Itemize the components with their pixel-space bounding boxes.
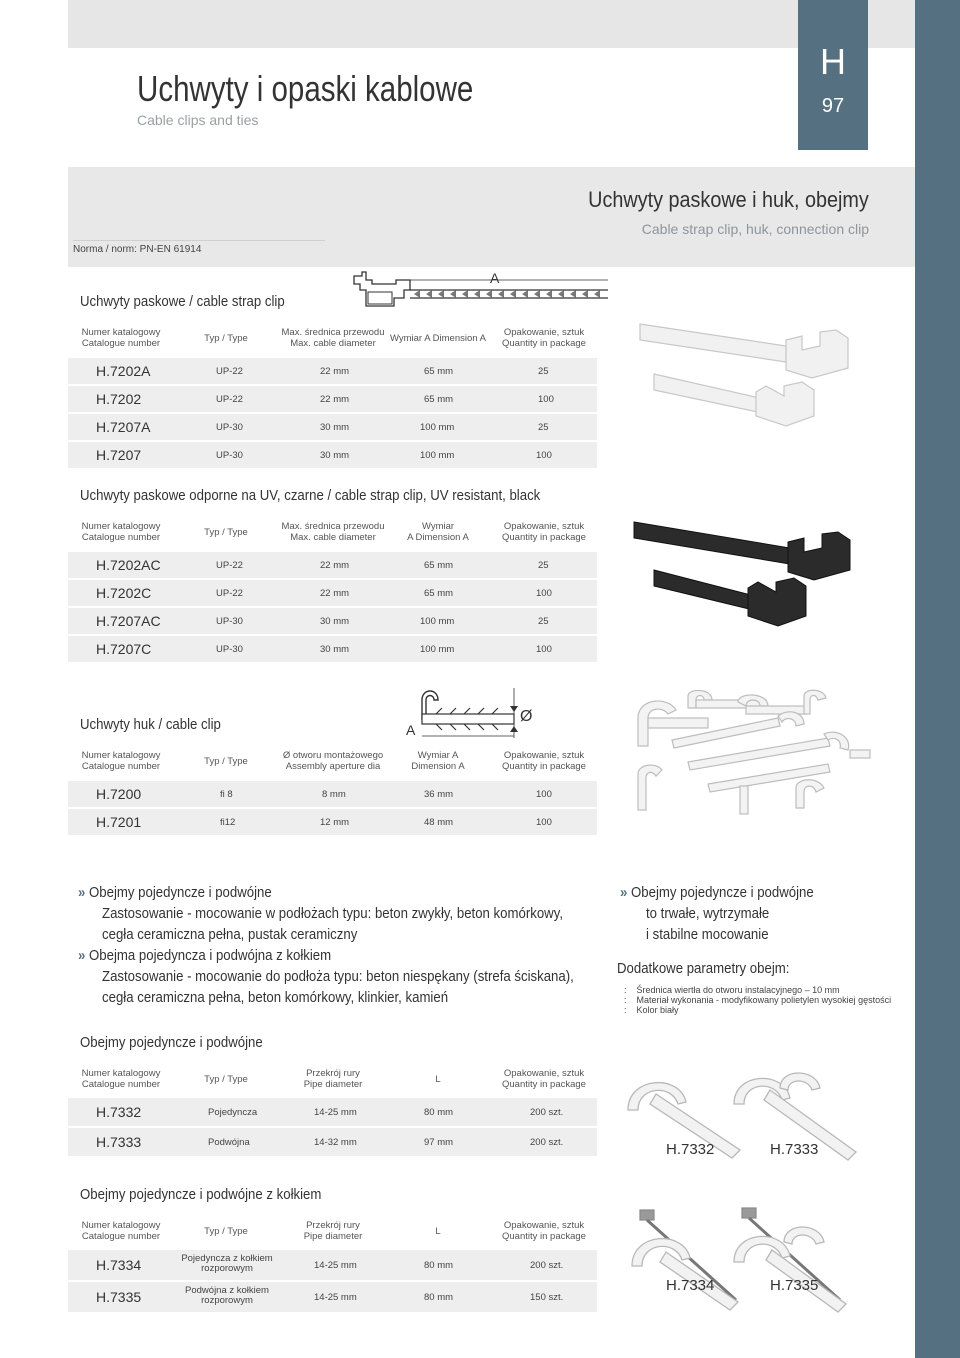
section-title-uv-strap: Uchwyty paskowe odporne na UV, czarne / cable strap clip, UV resistant, black (80, 487, 541, 504)
category-subtitle: Cable strap clip, huk, connection clip (641, 221, 869, 237)
table-row: H.7202A UP-22 22 mm 65 mm 25 (68, 358, 597, 384)
bullet-line: to trwałe, wytrzymałe (646, 905, 770, 922)
bullet-line: » Obejmy pojedyncze i podwójne (620, 884, 814, 901)
bullet-line: » Obejmy pojedyncze i podwójne (78, 884, 272, 901)
hdr-catalogue: Numer katalogowy Catalogue number (81, 750, 161, 772)
top-gray-bar (68, 0, 915, 48)
hdr-dimension: Wymiar A Dimension A (407, 521, 469, 543)
table-row: H.7332 Pojedyncza 14-25 mm 80 mm 200 szt. (68, 1098, 597, 1126)
diagram-label-phi: Ø (520, 708, 533, 725)
table-row: H.7202C UP-22 22 mm 65 mm 100 (68, 580, 597, 606)
hdr-diameter: Przekrój rury Pipe diameter (303, 1068, 363, 1090)
table-row: H.7335 Podwójna z kołkiem rozporowym 14-25 mm 80 mm 150 szt. (68, 1282, 597, 1312)
hdr-type: Typ / Type (204, 1226, 248, 1237)
section-letter: H (820, 41, 846, 82)
table-row: H.7333 Podwójna 14-32 mm 97 mm 200 szt. (68, 1128, 597, 1156)
table-row: H.7202AC UP-22 22 mm 65 mm 25 (68, 552, 597, 578)
table-row: H.7334 Pojedyncza z kołkiem rozporowym 14-25 mm 80 mm 200 szt. (68, 1250, 597, 1280)
hdr-catalogue: Numer katalogowy Catalogue number (81, 1220, 161, 1242)
hdr-catalogue: Numer katalogowy Catalogue number (81, 1068, 161, 1090)
photo-label: H.7334 (666, 1277, 715, 1294)
table-row: H.7207C UP-30 30 mm 100 mm 100 (68, 636, 597, 662)
category-title: Uchwyty paskowe i huk, obejmy (588, 187, 869, 212)
hdr-dimension: Wymiar A Dimension A (389, 333, 486, 344)
section-tab (798, 0, 868, 150)
hdr-package: Opakowanie, sztuk Quantity in package (502, 521, 586, 543)
bullet-line: » Obejma pojedyncza i podwójna z kołkiem (78, 947, 332, 964)
table-row: H.7202 UP-22 22 mm 65 mm 100 (68, 386, 597, 412)
hdr-catalogue: Numer katalogowy Catalogue number (81, 521, 161, 543)
hdr-type: Typ / Type (204, 756, 248, 767)
hdr-type: Typ / Type (204, 333, 248, 344)
section-title-pipe-clamps: Obejmy pojedyncze i podwójne (80, 1034, 263, 1051)
photo-label: H.7332 (666, 1141, 715, 1158)
diagram-label-a: A (406, 722, 416, 738)
huk-clips-photo (628, 688, 880, 824)
hdr-diameter: Max. średnica przewodu Max. cable diameter (281, 521, 385, 543)
hdr-dimension: L (435, 1074, 441, 1085)
hdr-diameter: Przekrój rury Pipe diameter (303, 1220, 363, 1242)
hdr-dimension: L (435, 1226, 441, 1237)
page-title: Uchwyty i opaski kablowe (137, 68, 474, 109)
bullet-line: cegła ceramiczna pełna, pustak ceramiczny (102, 926, 358, 943)
white-strap-clip-photo (636, 316, 872, 436)
norm-divider (73, 240, 325, 241)
black-strap-clip-photo (630, 512, 870, 640)
table-row: H.7201 fi12 12 mm 48 mm 100 (68, 809, 597, 835)
hdr-diameter: Max. średnica przewodu Max. cable diameter (281, 327, 385, 349)
bullet-line: cegła ceramiczna pełna, beton komórkowy, klinkier, kamień (102, 989, 449, 1006)
category-band (68, 167, 915, 267)
hdr-diameter: Ø otworu montażowego Assembly aperture dia (282, 750, 384, 772)
extra-param-item: : Średnica wiertła do otworu instalacyjnego – 10 mm (624, 985, 840, 995)
norm-text: Norma / norm: PN-EN 61914 (73, 244, 202, 255)
table-row: H.7207 UP-30 30 mm 100 mm 100 (68, 442, 597, 468)
pipe-clamps-photo (620, 1058, 870, 1168)
section-title-pipe-clamps-anchor: Obejmy pojedyncze i podwójne z kołkiem (80, 1186, 322, 1203)
table-row: H.7207AC UP-30 30 mm 100 mm 25 (68, 608, 597, 634)
hdr-package: Opakowanie, sztuk Quantity in package (502, 1068, 586, 1090)
photo-label: H.7333 (770, 1141, 819, 1158)
table-row: H.7207A UP-30 30 mm 100 mm 25 (68, 414, 597, 440)
hdr-catalogue: Numer katalogowy Catalogue number (81, 327, 161, 349)
hdr-package: Opakowanie, sztuk Quantity in package (502, 750, 586, 772)
section-title-huk: Uchwyty huk / cable clip (80, 716, 221, 733)
bullet-line: Zastosowanie - mocowanie do podłoża typu: beton niespękany (strefa ściskana), (102, 968, 574, 985)
extra-params-title: Dodatkowe parametry obejm: (617, 960, 790, 977)
bullet-line: Zastosowanie - mocowanie w podłożach typu: beton zwykły, beton komórkowy, (102, 905, 563, 922)
hdr-type: Typ / Type (204, 1074, 248, 1085)
extra-param-item: : Kolor biały (624, 1005, 679, 1015)
photo-label: H.7335 (770, 1277, 819, 1294)
extra-param-item: : Materiał wykonania - modyfikowany polietylen wysokiej gęstości (624, 995, 892, 1005)
section-title-strap-clip: Uchwyty paskowe / cable strap clip (80, 293, 285, 310)
huk-clip-diagram (400, 686, 533, 742)
strap-clip-diagram (352, 270, 612, 318)
hdr-type: Typ / Type (204, 527, 248, 538)
page-subtitle: Cable clips and ties (137, 112, 259, 128)
diagram-label-a: A (490, 270, 500, 286)
bullet-line: i stabilne mocowanie (646, 926, 769, 943)
hdr-package: Opakowanie, sztuk Quantity in package (502, 327, 586, 349)
hdr-package: Opakowanie, sztuk Quantity in package (502, 1220, 586, 1242)
page-number: 97 (821, 95, 845, 117)
pipe-clamps-anchor-photo (626, 1206, 872, 1318)
table-row: H.7200 fi 8 8 mm 36 mm 100 (68, 781, 597, 807)
hdr-dimension: Wymiar A Dimension A (411, 750, 465, 772)
right-color-bar (915, 0, 960, 1358)
